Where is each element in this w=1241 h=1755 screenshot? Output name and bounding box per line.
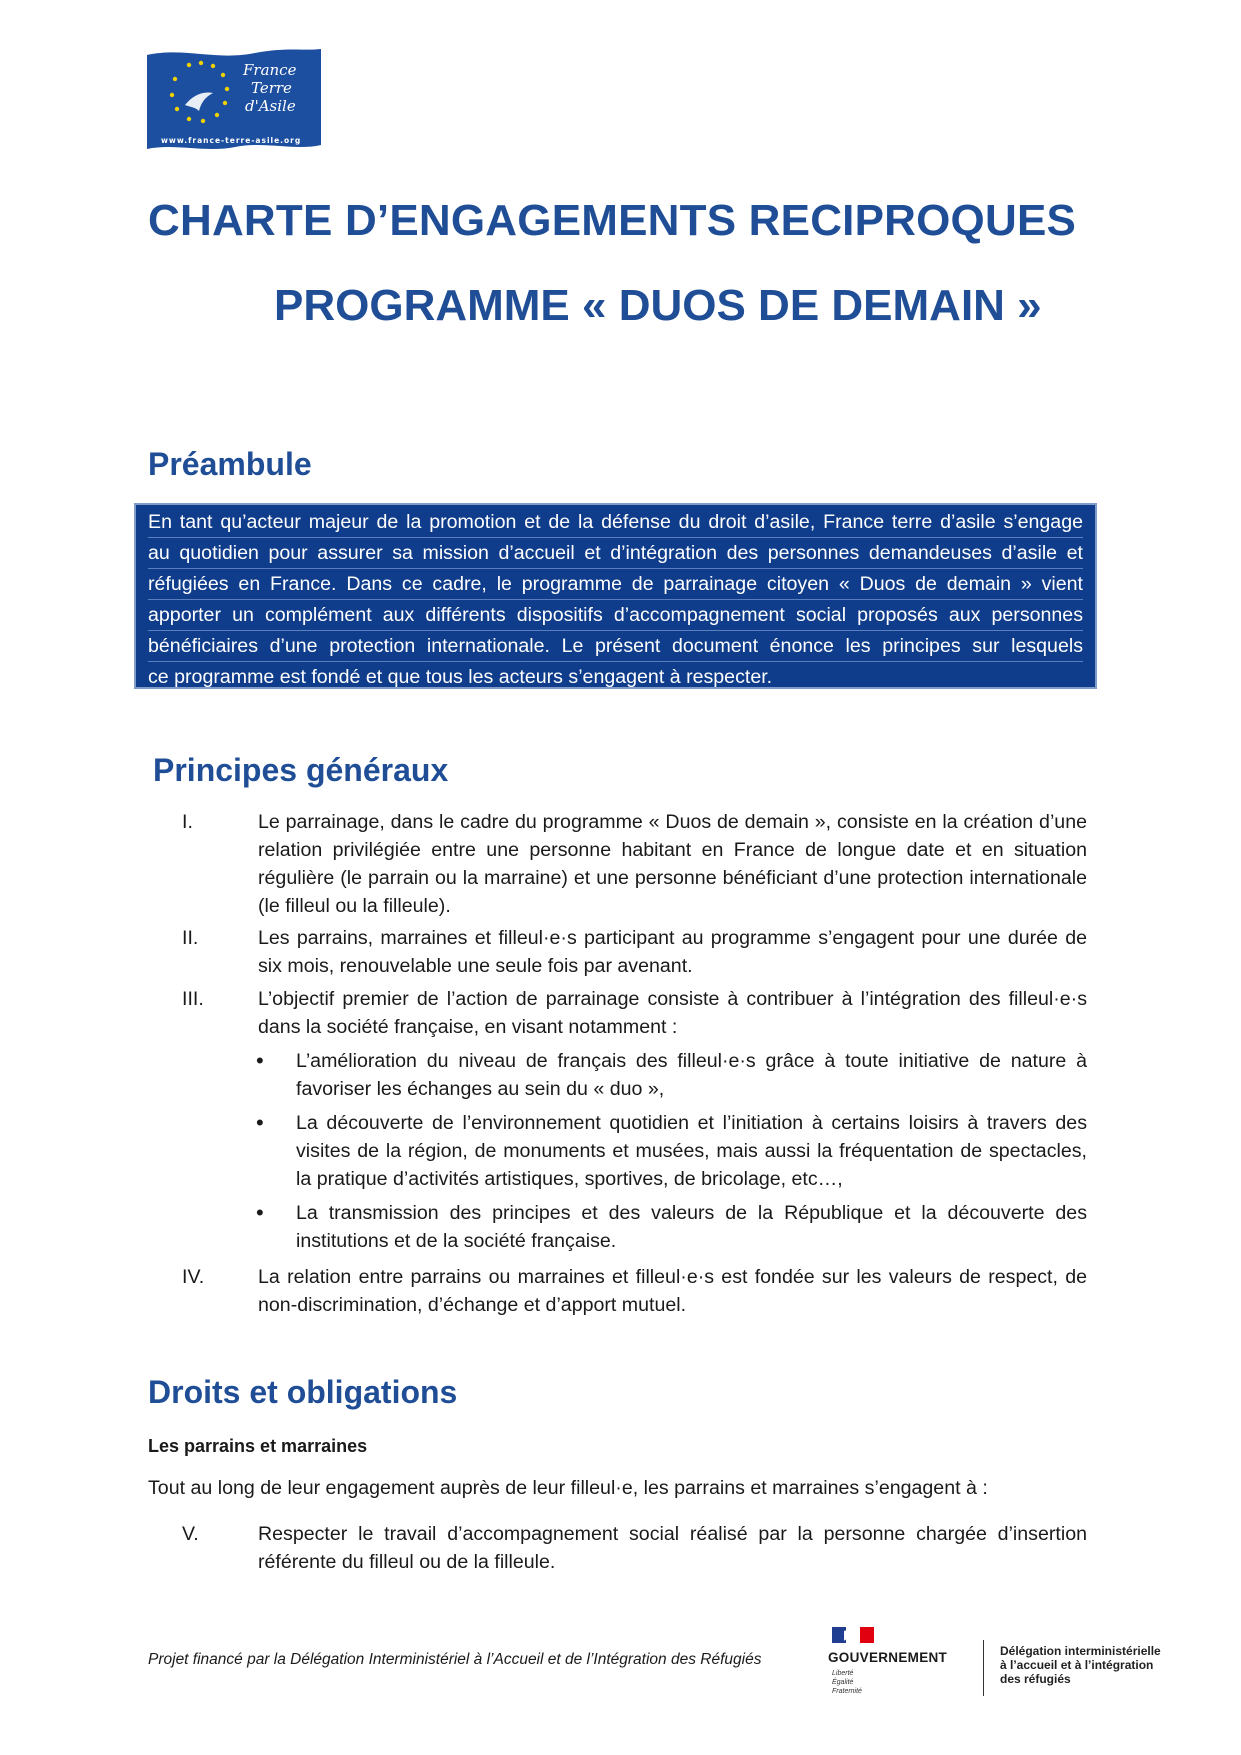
principle-item <box>182 1263 1087 1319</box>
gouvernement-logo <box>828 1627 968 1703</box>
principle-number: IV. <box>182 1266 205 1288</box>
motto-word: Fraternité <box>832 1688 862 1695</box>
droits-intro: Tout au long de leur engagement auprès de leur filleul·e, les parrains et marraines s’engagent à : <box>148 1477 988 1499</box>
document-title-line2: PROGRAMME « DUOS DE DEMAIN » <box>274 281 1042 330</box>
france-terre-dasile-logo <box>145 47 323 153</box>
bullet-item <box>256 1047 1087 1103</box>
principle-text: La relation entre parrains ou marraines et filleul·e·s est fondée sur les valeurs de respect, de non-discrimination, d’échange et d’apport mutuel. <box>258 1266 1087 1316</box>
droits-heading: Droits et obligations <box>148 1374 458 1410</box>
bullet-item <box>256 1199 1087 1255</box>
preambule-line: ce programme est fondé et que tous les acteurs s’engagent à respecter. <box>148 666 773 688</box>
bullet-dot: • <box>256 1200 264 1225</box>
motto-word: Égalité <box>832 1679 854 1686</box>
delegation-label <box>1000 1644 1161 1686</box>
preambule-heading: Préambule <box>148 446 312 482</box>
bullet-item <box>256 1109 1087 1193</box>
funding-note: Projet financé par la Délégation Interministériel à l’Accueil et de l’Intégration des Réfugiés <box>148 1651 762 1668</box>
document-title-line1: CHARTE D’ENGAGEMENTS RECIPROQUES <box>148 196 1077 245</box>
logo-line2: Terre <box>251 79 292 97</box>
republic-motto <box>832 1669 862 1696</box>
principes-heading: Principes généraux <box>153 752 449 788</box>
obligation-text: Respecter le travail d’accompagnement social réalisé par la personne chargée d’insertion référente du filleul ou de la filleule. <box>258 1523 1087 1573</box>
logo-line3: d'Asile <box>245 97 296 115</box>
droits-subheading: Les parrains et marraines <box>148 1436 368 1456</box>
preambule-line: apporter un complément aux différents dispositifs d’accompagnement social proposés aux personnes <box>148 600 1083 631</box>
principle-item <box>182 924 1087 980</box>
preambule-box <box>134 503 1097 689</box>
principle-number: II. <box>182 927 199 949</box>
principle-text: Le parrainage, dans le cadre du programme « Duos de demain », consiste en la création d’une relation privilégiée entre une personne habitant en France de longue date et en situation régulière (le parrain ou la marraine) et une personne bénéficiant d’une protection internationale (le filleul ou la filleule). <box>258 811 1087 917</box>
bullet-dot: • <box>256 1048 264 1073</box>
bullet-text: La transmission des principes et des valeurs de la République et la découverte des institutions et de la société française. <box>296 1202 1087 1252</box>
principle-text: L’objectif premier de l’action de parrainage consiste à contribuer à l’intégration des filleul·e·s dans la société française, en visant notamment : <box>258 988 1087 1038</box>
principle-text: Les parrains, marraines et filleul·e·s participant au programme s’engagent pour une durée de six mois, renouvelable une seule fois par avenant. <box>258 927 1087 977</box>
delegation-line: des réfugiés <box>1000 1672 1071 1686</box>
principle-number: I. <box>182 811 193 833</box>
footer-divider <box>983 1640 984 1696</box>
delegation-line: à l’accueil et à l’intégration <box>1000 1658 1154 1672</box>
preambule-line: au quotidien pour assurer sa mission d’accueil et d’intégration des personnes demandeuses d’asile et <box>148 538 1083 569</box>
preambule-line: bénéficiaires d’une protection internationale. Le présent document énonce les principes sur lesquels <box>148 631 1083 662</box>
bullet-dot: • <box>256 1110 264 1135</box>
preambule-line: réfugiées en France. Dans ce cadre, le programme de parrainage citoyen « Duos de demain » vient <box>148 569 1083 600</box>
motto-word: Liberté <box>832 1670 854 1677</box>
obligation-number: V. <box>182 1523 199 1545</box>
delegation-line: Délégation interministérielle <box>1000 1644 1161 1658</box>
obligation-item <box>182 1520 1087 1576</box>
principle-item <box>182 808 1087 920</box>
preambule-line: En tant qu’acteur majeur de la promotion et de la défense du droit d’asile, France terre d’asile s’engage <box>148 507 1083 538</box>
principle-item <box>182 985 1087 1041</box>
logo-url: www.france-terre-asile.org <box>161 136 302 145</box>
bullet-text: L’amélioration du niveau de français des filleul·e·s grâce à toute initiative de nature à favoriser les échanges au sein du « duo », <box>296 1050 1087 1100</box>
logo-line1: France <box>243 61 297 79</box>
principle-number: III. <box>182 988 204 1010</box>
french-flag-icon <box>832 1627 874 1643</box>
gouvernement-label: GOUVERNEMENT <box>828 1650 948 1665</box>
bullet-text: La découverte de l’environnement quotidien et l’initiation à certains loisirs à travers des visites de la région, de monuments et musées, mais aussi la fréquentation de spectacles, la pratique d’activités artistiques, sportives, de bricolage, etc…, <box>296 1112 1087 1190</box>
